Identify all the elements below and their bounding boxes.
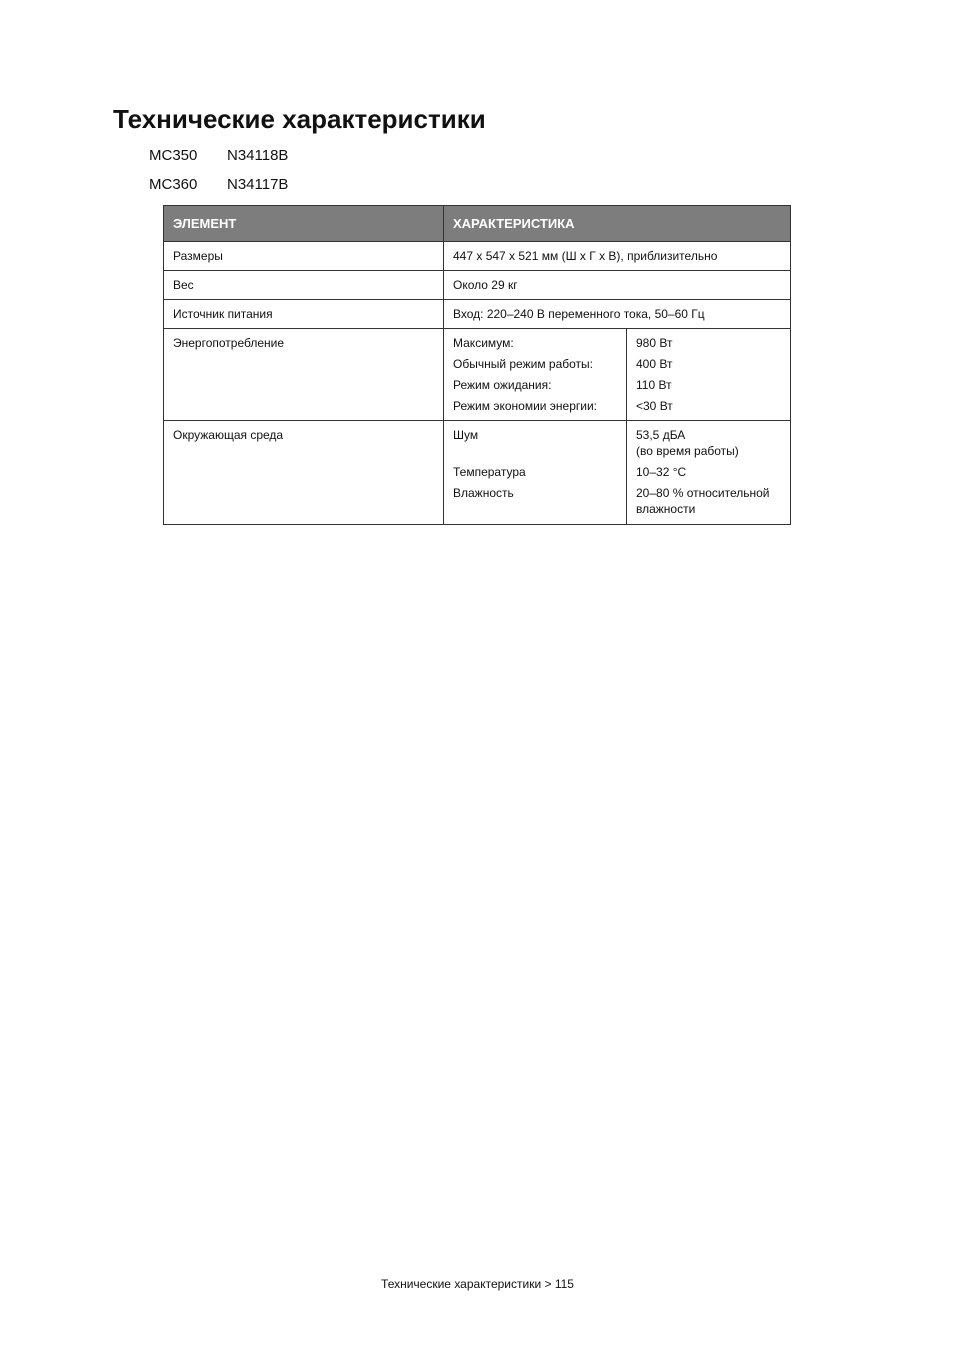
row-item: Источник питания [164,300,444,329]
env-value-line: влажности [636,502,696,516]
row-item: Окружающая среда [164,421,444,525]
row-item: Размеры [164,242,444,271]
env-label: Температура [453,465,526,479]
model-code: N34117B [227,176,289,193]
env-label: Влажность [453,486,514,500]
table-header-row [164,206,791,242]
env-value [627,421,791,459]
page-title: Технические характеристики [113,104,486,134]
model-name: MC360 [149,176,198,193]
env-value-line: 20–80 % относительной [636,486,770,500]
power-label: Режим экономии энергии: [453,399,598,413]
model-code: N34118B [227,147,289,164]
power-value: <30 Вт [627,393,791,420]
row-value: Вход: 220–240 В переменного тока, 50–60 Гц [444,300,791,329]
model-list [149,147,288,205]
header-item: ЭЛЕМЕНТ [164,206,444,242]
power-label: Режим ожидания: [453,378,552,392]
model-name: MC350 [149,147,198,164]
model-row [149,147,288,176]
env-label: Шум [453,428,479,442]
row-item: Энергопотребление [164,329,444,421]
page-footer: Технические характеристики > 115 [381,1277,574,1291]
power-value: 110 Вт [627,372,791,393]
row-item: Вес [164,271,444,300]
row-value [444,421,791,525]
spec-table [163,205,791,525]
row-value: 447 x 547 x 521 мм (Ш x Г x В), приблизительно [444,242,791,271]
env-value: 10–32 °C [627,459,791,480]
row-value: Около 29 кг [444,271,791,300]
power-value: 980 Вт [627,329,791,351]
table-row [164,300,791,329]
model-row [149,176,288,205]
table-row [164,242,791,271]
power-label: Максимум: [453,336,514,350]
power-label: Обычный режим работы: [453,357,593,371]
table-row [164,271,791,300]
env-value-line: (во время работы) [636,444,739,458]
row-value [444,329,791,421]
table-row-environment [164,421,791,525]
header-spec: ХАРАКТЕРИСТИКА [444,206,791,242]
env-value [627,480,791,524]
table-row-power [164,329,791,421]
env-value-line: 53,5 дБА [636,428,686,442]
power-value: 400 Вт [627,351,791,372]
